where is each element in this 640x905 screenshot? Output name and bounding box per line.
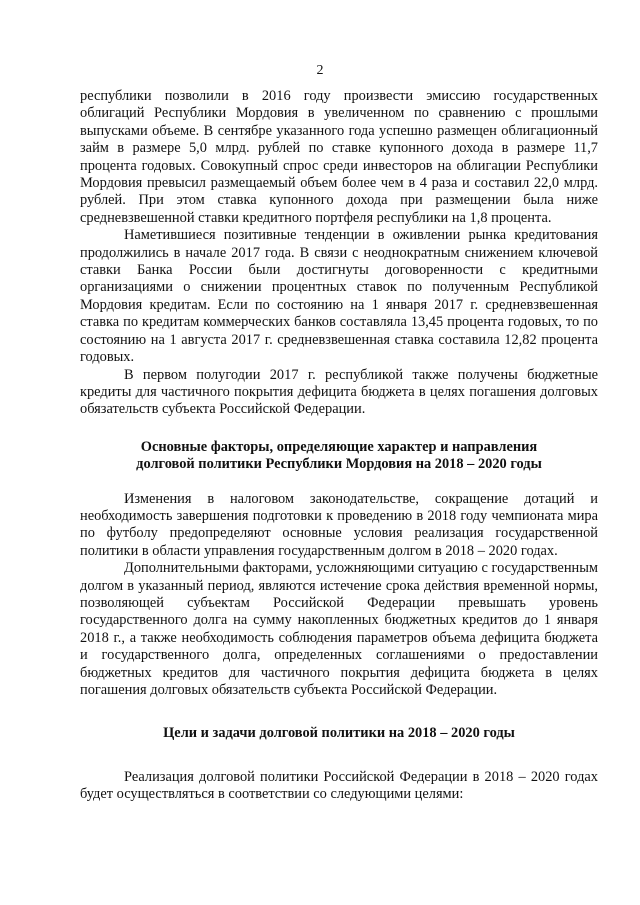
paragraph-budget-credits: В первом полугодии 2017 г. республикой также получены бюджетные кредиты для частичного покрытия дефицита бюджета в целях погашения долговых обязательств субъекта Российской Федерации. xyxy=(80,366,598,418)
paragraph-tax-changes: Изменения в налоговом законодательстве, сокращение дотаций и необходимость завершения подготовки к проведению в 2018 году чемпионата мира по футболу предопределяют основные условия реализация государственной политики в области управления государственным долгом в 2018 – 2020 годах. xyxy=(80,490,598,559)
document-body xyxy=(80,88,598,804)
paragraph-additional-factors: Дополнительными факторами, усложняющими ситуацию с государственным долгом в указанный период, являются истечение срока действия временной нормы, позволяющей субъектам Российской Федерации превышать уровень государственного долга на сумму накопленных бюджетных кредитов до 1 января 2018 г., а также необходимость соблюдения параметров объема дефицита бюджета и государственного долга, определенных соглашениями о предоставлении бюджетных кредитов для частичного покрытия дефицита бюджета в целях погашения долговых обязательств субъекта Российской Федерации. xyxy=(80,560,598,698)
section-heading-factors-line2: долговой политики Республики Мордовия на 2018 – 2020 годы xyxy=(136,456,542,473)
paragraph-bond-issue: республики позволили в 2016 году произвести эмиссию государственных облигаций Республики Мордовия в увеличенном по сравнению с прошлыми выпусками объеме. В сентябре указанного года успешно размещен облигационный займ в размере 5,0 млрд. рублей по ставке купонного дохода в размере 11,7 процента годовых. Совокупный спрос среди инвесторов на облигации Республики Мордовия превысил размещаемый объем более чем в 4 раза и составил 22,0 млрд. рублей. При этом ставка купонного дохода при размещении была ниже средневзвешенной ставки кредитного портфеля республики на 1,8 процента. xyxy=(80,88,598,226)
spacer xyxy=(80,743,598,769)
paragraph-credit-market: Наметившиеся позитивные тенденции в оживлении рынка кредитования продолжились в начале 2017 года. В связи с неоднократным снижением ключевой ставки Банка России были достигнуты договоренности с кредитными организациями о снижении процентных ставок по полученным Республикой Мордовия кредитам. Если по состоянию на 1 января 2017 г. средневзвешенная ставка по кредитам коммерческих банков составляла 13,45 процента годовых, то по состоянию на 1 августа 2017 г. средневзвешенная ставка составила 12,82 процента годовых. xyxy=(80,227,598,366)
spacer xyxy=(80,474,598,491)
page-number: 2 xyxy=(316,63,324,78)
section-heading-factors-line1: Основные факторы, определяющие характер и направления xyxy=(140,438,538,455)
section-heading-goals: Цели и задачи долговой политики на 2018 – 2020 годы xyxy=(163,725,515,742)
spacer xyxy=(80,699,598,725)
paragraph-goals-intro: Реализация долговой политики Российской Федерации в 2018 – 2020 годах будет осуществляться в соответствии со следующими целями: xyxy=(80,768,598,803)
spacer xyxy=(80,419,598,439)
